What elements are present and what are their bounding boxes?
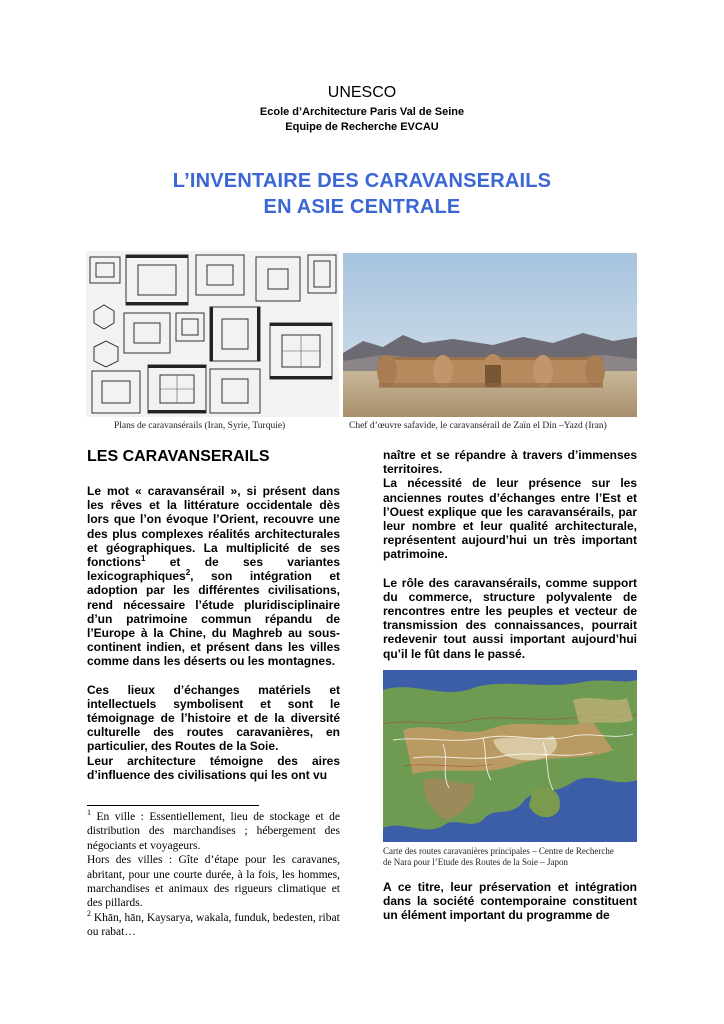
school-name: Ecole d’Architecture Paris Val de Seine <box>259 106 465 118</box>
right-column-text <box>383 448 637 661</box>
map-caption-line2: de Nara pour l’Etude des Routes de la Soie – Japon <box>383 857 568 867</box>
section-heading: LES CARAVANSERAILS <box>87 448 270 465</box>
plans-caption: Plans de caravansérails (Iran, Syrie, Turquie) <box>114 421 286 431</box>
left-column-text <box>87 484 340 782</box>
paragraph-intro: Le mot « caravansérail », si présent dans les rêves et la littérature occidentale dès lors que l’on évoque l’Orient, recouvre une des plus complexes réalités architecturales et géographiques. La multiplicité de ses fonctions$^1$ et de ses variantes lexicographiques$^2$, son intégration et adoption par les différentes civilisations, rend nécessaire l’étude pluridisciplinaire d’un patrimoine commun répandu de l’Europe à la Chine, du Maghreb au sous-continent indien, et présent dans les villes comme dans les déserts ou les montagnes. <box>87 484 340 669</box>
footnotes <box>87 810 340 940</box>
paragraph-architecture: Leur architecture témoigne des aires d’influence des civilisations qui les ont vu <box>87 753 340 782</box>
footnote-2: $^2$ Khān, hān, Kaysarya, wakala, funduk, bedesten, ribat ou rabat… <box>87 909 340 939</box>
paragraph-exchanges: Ces lieux d’échanges matériels et intellectuels symbolisent et sont le témoignage de l’histoire et de la diversité culturelle des routes caravanières, en particulier, des Routes de la Soie. <box>87 682 340 754</box>
map-caption-line1: Carte des routes caravanières principales – Centre de Recherche <box>383 846 614 856</box>
paragraph-territories: naître et se répandre à travers d’immenses territoires. <box>383 448 637 477</box>
footnote-1: $^1$ En ville : Essentiellement, lieu de stockage et de distribution des marchandises ; hébergement des négociants et voyageurs. <box>87 808 340 852</box>
research-team: Equipe de Recherche EVCAU <box>285 121 439 133</box>
paragraph-necessity: La nécessité de leur présence sur les anciennes routes d’échanges entre l’Est et l’Ouest explique que les caravansérails, par leur nombre et leur qualité architecturale, représentent aujourd’hui un très important patrimoine. <box>383 476 637 562</box>
footnote-separator <box>87 805 259 806</box>
page-title-line2: EN ASIE CENTRALE <box>263 196 461 218</box>
paragraph-role: Le rôle des caravansérails, comme support du commerce, structure polyvalente de rencontres entre les peuples et vecteur de transmission des connaissances, pourrait redevenir tout aussi important aujourd’hui qu’il le fût dans le passé. <box>383 575 637 661</box>
paragraph-preservation: A ce titre, leur préservation et intégration dans la société contemporaine constituent un élément important du programme de <box>383 880 637 923</box>
page-title-line1: L’INVENTAIRE DES CARAVANSERAILS <box>172 170 552 192</box>
footnote-1-continued: Hors des villes : Gîte d’étape pour les caravanes, abritant, pour une courte durée, à la fois, les hommes, marchandises et animaux des rigueurs climatique et des pillards. <box>87 854 340 910</box>
photo-caption: Chef d’œuvre safavide, le caravansérail de Zaïn el Din –Yazd (Iran) <box>349 421 607 431</box>
organization-name: UNESCO <box>327 84 397 101</box>
caravanserai-photo <box>343 253 637 417</box>
silk-road-map <box>383 670 637 842</box>
caravanserai-plans-image <box>86 251 339 417</box>
